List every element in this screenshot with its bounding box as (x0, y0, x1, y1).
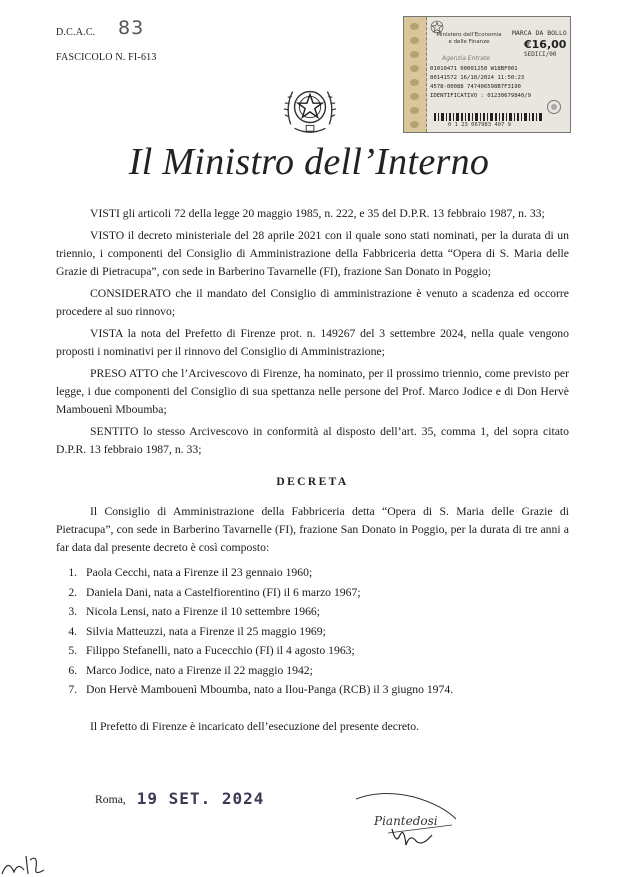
stamp-barcode (434, 113, 544, 121)
handwritten-initials (0, 848, 60, 877)
list-item: 4. Silvia Matteuzzi, nata a Firenze il 25 maggio 1969; (80, 624, 569, 640)
stamp-agency: Agenzia Entrate (442, 55, 490, 62)
closing-paragraph: Il Prefetto di Firenze è incaricato dell’esecuzione del presente decreto. (90, 719, 420, 733)
stamp-title: MARCA DA BOLLO (512, 29, 567, 37)
stamp-barcode-number: 0 1 23 067983 407 9 (448, 122, 511, 128)
revenue-stamp (403, 16, 571, 133)
premise-paragraph: SENTITO lo stesso Arcivescovo in conformità al disposto dell’art. 35, comma 1, del sopra citato D.P.R. 13 febbraio 1987, n. 33; (56, 425, 569, 456)
stamp-ministry: Ministero dell'Economia e delle Finanze (436, 32, 502, 45)
premise-paragraph: VISTI gli articoli 72 della legge 20 maggio 1985, n. 222, e 35 del D.P.R. 13 febbraio 1987, n. 33; (90, 207, 545, 220)
minister-signature (352, 785, 472, 855)
stamp-line: 01010471 00001250 W18BF001 (430, 66, 518, 72)
decree-text: Il Consiglio di Amministrazione della Fabbriceria detta “Opera di S. Maria delle Grazie di Pietracupa”, con sede in Barberino Tavarnelle (FI), frazione San Donato in Poggio, per la durata di tre anni a far data dal presente decreto è così composto: (56, 505, 569, 554)
place: Roma, (95, 793, 126, 806)
stamp-line: IDENTIFICATIVO : 01230679840/9 (430, 93, 532, 99)
page-title: Il Ministro dell’Interno (128, 141, 490, 183)
list-item: 6. Marco Jodice, nato a Firenze il 22 maggio 1942; (80, 663, 569, 679)
list-item: 7. Don Hervè Mambouenì Mboumba, nato a Ilou-Panga (RCB) il 3 giugno 1974. (80, 682, 569, 698)
stamp-line: 80141572 16/10/2024 11:50:23 (430, 75, 525, 81)
premise-paragraph: CONSIDERATO che il mandato del Consiglio di amministrazione è venuto a scadenza ed occorre procedere al suo rinnovo; (56, 287, 569, 318)
premise-paragraph: PRESO ATTO che l’Arcivescovo di Firenze, ha nominato, per il prossimo triennio, come previsto per legge, i due componenti del Consiglio di sua spettanza nelle persone del Prof. Marco Jodice e di Don Hervè Mambouenì Mboumba; (56, 367, 569, 416)
decreta-heading: DECRETA (276, 476, 349, 488)
list-item: 3. Nicola Lensi, nato a Firenze il 10 settembre 1966; (80, 604, 569, 620)
place-date (95, 788, 264, 807)
italian-republic-emblem-icon (281, 78, 339, 138)
dcac-handwritten-number: 83 (118, 17, 145, 39)
stamp-hologram-icon (546, 99, 562, 115)
stamp-value-words: SEDICI/00 (524, 51, 557, 58)
list-item: 2. Daniela Dani, nata a Castelfiorentino (FI) il 6 marzo 1967; (80, 585, 569, 601)
stamp-value: €16,00 (524, 38, 567, 51)
list-item: 1. Paola Cecchi, nata a Firenze il 23 gennaio 1960; (80, 565, 569, 581)
date-stamp: 19 SET. 2024 (136, 789, 265, 808)
stamp-perforation (404, 17, 427, 132)
signature-name: Piantedosi (374, 814, 438, 828)
dcac-label: D.C.A.C. (56, 27, 96, 38)
premise-paragraph: VISTA la nota del Prefetto di Firenze prot. n. 149267 del 3 settembre 2024, nella quale vengono proposti i nominativi per il rinnovo del Consiglio di Amministrazione; (56, 327, 569, 358)
decree-body (56, 205, 569, 740)
stamp-line: 4578-00088 747406598B7F3190 (430, 84, 521, 90)
premise-paragraph: VISTO il decreto ministeriale del 28 aprile 2021 con il quale sono stati nominati, per la durata di un triennio, i componenti del Consiglio di Amministrazione della Fabbriceria detta “Opera di S. Maria delle Grazie di Pietracupa”, con sede in Barberino Tavarnelle (FI), frazione San Donato in Poggio; (56, 229, 569, 278)
dcac-reference (56, 17, 145, 39)
list-item: 5. Filippo Stefanelli, nato a Fucecchio (FI) il 4 agosto 1963; (80, 643, 569, 659)
members-list (56, 565, 569, 698)
fascicolo-number: FASCICOLO N. FI-613 (56, 52, 157, 63)
